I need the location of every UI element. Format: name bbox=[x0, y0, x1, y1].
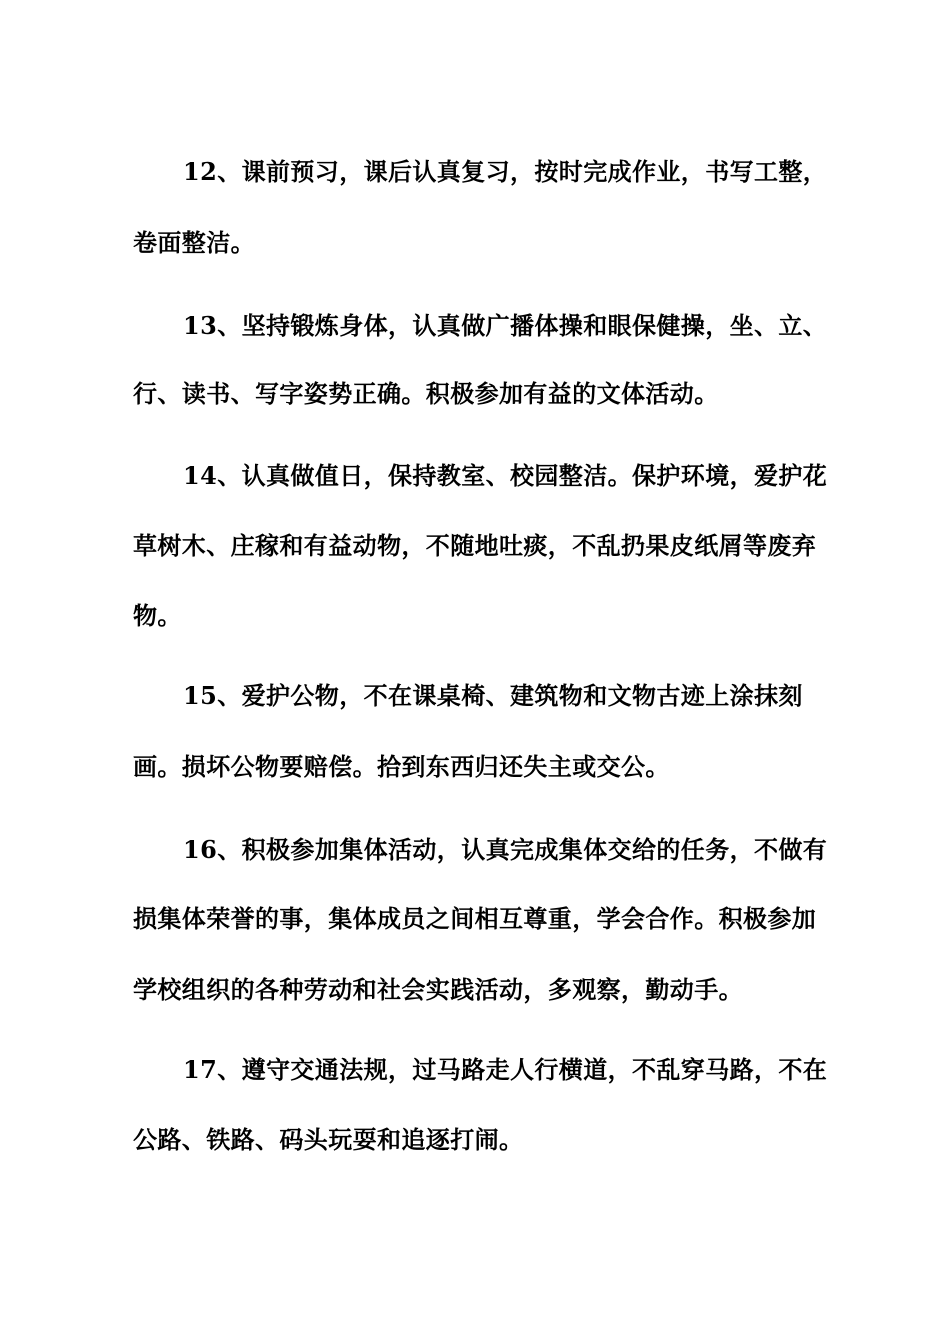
paragraph-line: 学校组织的各种劳动和社会实践活动，多观察，勤动手。 bbox=[133, 975, 743, 1004]
paragraph-line: 画。损坏公物要赔偿。拾到东西归还失主或交公。 bbox=[133, 752, 670, 781]
paragraph-line: 物。 bbox=[133, 601, 182, 630]
paragraph-line: 行、读书、写字姿势正确。积极参加有益的文体活动。 bbox=[133, 379, 719, 408]
paragraph-line: 13、坚持锻炼身体，认真做广播体操和眼保健操，坐、立、 bbox=[183, 311, 828, 340]
paragraph-line: 公路、铁路、码头玩耍和追逐打闹。 bbox=[133, 1125, 524, 1154]
paragraph-line: 草树木、庄稼和有益动物，不随地吐痰，不乱扔果皮纸屑等废弃 bbox=[133, 531, 817, 560]
paragraph-line: 17、遵守交通法规，过马路走人行横道，不乱穿马路，不在 bbox=[183, 1055, 828, 1084]
paragraph-line: 卷面整洁。 bbox=[133, 228, 255, 257]
paragraph-line: 12、课前预习，课后认真复习，按时完成作业，书写工整， bbox=[183, 157, 828, 186]
paragraph-line: 16、积极参加集体活动，认真完成集体交给的任务，不做有 bbox=[183, 835, 828, 864]
paragraph-line: 14、认真做值日，保持教室、校园整洁。保护环境，爱护花 bbox=[183, 461, 828, 490]
paragraph-line: 15、爱护公物，不在课桌椅、建筑物和文物古迹上涂抹刻 bbox=[183, 681, 803, 710]
paragraph-line: 损集体荣誉的事，集体成员之间相互尊重，学会合作。积极参加 bbox=[133, 904, 817, 933]
